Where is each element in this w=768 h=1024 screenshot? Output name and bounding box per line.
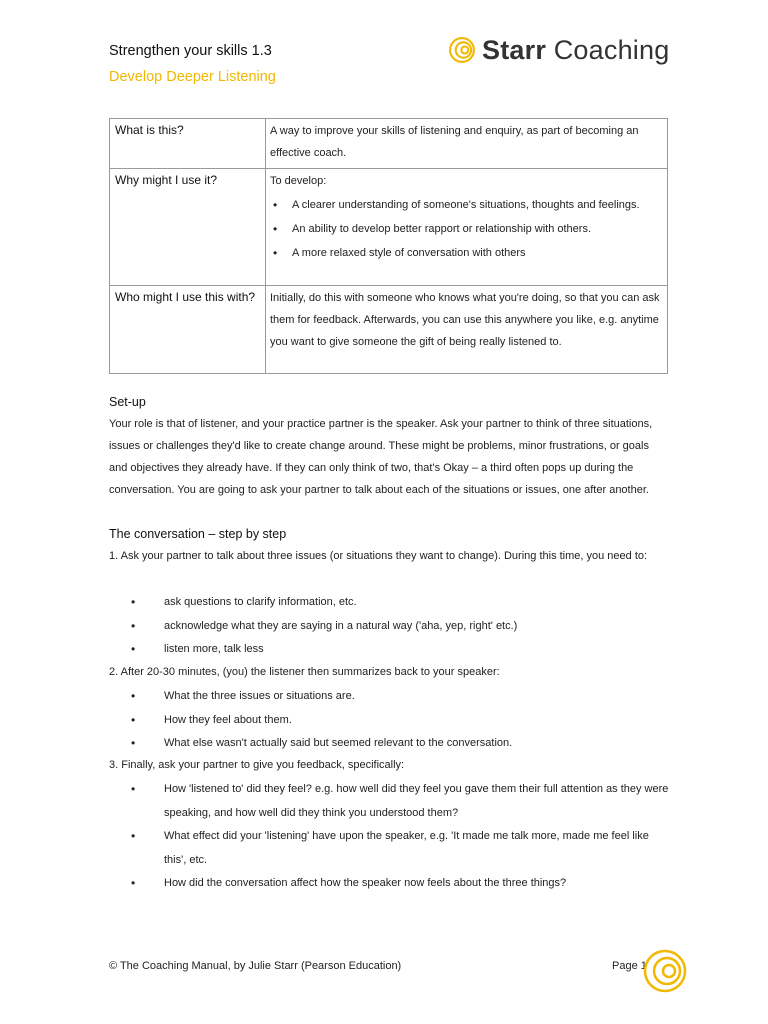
step-1-text: 1. Ask your partner to talk about three issues (or situations they want to change). During this time, you need to: [109,550,648,562]
list-item: • An ability to develop better rapport or relationship with others. [270,218,663,240]
starr-coaching-logo [448,33,669,67]
step-2-list [129,685,669,756]
logo-wordmark: Starr Coaching [482,34,670,65]
conversation-heading: The conversation – step by step [109,527,287,541]
step-1-list [129,591,669,662]
table-row [110,286,668,374]
document-subtitle: Develop Deeper Listening [109,69,276,85]
step-3-text: 3. Finally, ask your partner to give you feedback, specifically: [109,759,405,771]
list-item: • acknowledge what they are saying in a natural way ('aha, yep, right' etc.) [129,615,669,639]
document-title: Strengthen your skills 1.3 [109,43,272,59]
spiral-logo-icon [448,36,476,64]
list-item: • What the three issues or situations are. [129,685,669,709]
list-item: • What else wasn't actually said but seemed relevant to the conversation. [129,732,669,756]
footer-credit: © The Coaching Manual, by Julie Starr (Pearson Education) [109,960,402,972]
list-item: • A clearer understanding of someone's situations, thoughts and feelings. [270,194,663,216]
list-item: • How 'listened to' did they feel? e.g. how well did they feel you gave them their full attention as they were speaking, and how well did they think you understood them? [129,778,669,825]
table-bullet-list [270,194,663,264]
table-question: What is this? [110,119,266,169]
table-answer: Initially, do this with someone who knows what you're doing, so that you can ask them for feedback. Afterwards, you can use this anywhere you like, e.g. anytime you want to give someone the gift of being really listened to. [266,286,668,374]
step-2-text: 2. After 20-30 minutes, (you) the listener then summarizes back to your speaker: [109,666,500,678]
list-item: • A more relaxed style of conversation with others [270,242,663,264]
list-item: • How they feel about them. [129,709,669,733]
table-row [110,169,668,286]
setup-paragraph: Your role is that of listener, and your practice partner is the speaker. Ask your partner to think of three situations, issues or challenges they'd like to create change around. These might be problems, minor frustrations, or goals and objectives they already have. If they can only think of two, that's Okay – a third often pops up during the conversation. You are going to ask your partner to talk about each of the situations or issues, one after another. [109,418,653,496]
table-question: Why might I use it? [110,169,266,286]
list-item: • ask questions to clarify information, etc. [129,591,669,615]
spiral-logo-icon [642,948,688,994]
step-3-list [129,778,669,896]
info-table [109,118,668,374]
table-answer-intro: To develop: [270,175,327,187]
table-question: Who might I use this with? [110,286,266,374]
list-item: • How did the conversation affect how the speaker now feels about the three things? [129,872,669,896]
table-answer [266,169,668,286]
list-item: • What effect did your 'listening' have upon the speaker, e.g. 'It made me talk more, made me feel like this', etc. [129,825,669,872]
table-answer: A way to improve your skills of listening and enquiry, as part of becoming an effective coach. [266,119,668,169]
page-number: Page 1 [612,960,647,972]
table-row [110,119,668,169]
list-item: • listen more, talk less [129,638,669,662]
setup-heading: Set-up [109,395,146,409]
